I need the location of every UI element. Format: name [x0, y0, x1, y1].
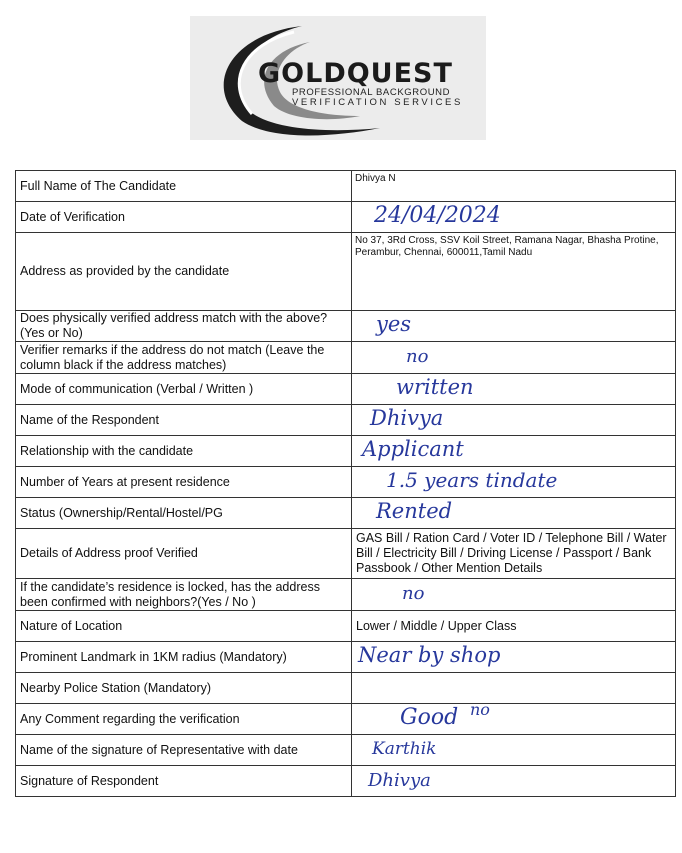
label-relationship: Relationship with the candidate — [16, 436, 352, 467]
brand-name: GOLDQUEST — [258, 58, 453, 89]
label-status: Status (Ownership/Rental/Hostel/PG — [16, 498, 352, 529]
value-landmark: Near by shop — [352, 642, 676, 673]
logo-tagline-2: VERIFICATION SERVICES — [292, 97, 463, 108]
form-row-police-station — [16, 673, 676, 704]
label-address-match: Does physically verified address match with the above? (Yes or No) — [16, 311, 352, 342]
form-row-relationship — [16, 436, 676, 467]
form-row-mode — [16, 374, 676, 405]
value-respondent: Dhivya — [352, 405, 676, 436]
form-row-date — [16, 202, 676, 233]
label-mode: Mode of communication (Verbal / Written ) — [16, 374, 352, 405]
value-date: 24/04/2024 — [352, 202, 676, 233]
form-row-landmark — [16, 642, 676, 673]
label-respondent: Name of the Respondent — [16, 405, 352, 436]
label-respondent-signature: Signature of Respondent — [16, 766, 352, 797]
company-logo — [190, 16, 486, 140]
value-comment: Good no — [352, 704, 676, 735]
value-address-proof: GAS Bill / Ration Card / Voter ID / Telephone Bill / Water Bill / Electricity Bill / Driving License / Passport / Bank Passbook / Other Mention Details — [352, 529, 676, 579]
form-row-location — [16, 611, 676, 642]
form-row-locked — [16, 579, 676, 611]
form-row-full-name — [16, 171, 676, 202]
value-locked: no — [352, 579, 676, 611]
form-row-comment — [16, 704, 676, 735]
value-representative: Karthik — [352, 735, 676, 766]
form-row-representative — [16, 735, 676, 766]
value-status: Rented — [352, 498, 676, 529]
value-location: Lower / Middle / Upper Class — [352, 611, 676, 642]
value-full-name: Dhivya N — [352, 171, 676, 202]
label-location: Nature of Location — [16, 611, 352, 642]
value-relationship: Applicant — [352, 436, 676, 467]
form-row-verifier-remarks — [16, 342, 676, 374]
label-full-name: Full Name of The Candidate — [16, 171, 352, 202]
form-row-address-match — [16, 311, 676, 342]
label-address-proof: Details of Address proof Verified — [16, 529, 352, 579]
form-row-address — [16, 233, 676, 311]
label-landmark: Prominent Landmark in 1KM radius (Mandatory) — [16, 642, 352, 673]
form-row-years — [16, 467, 676, 498]
form-row-respondent-signature — [16, 766, 676, 797]
label-years: Number of Years at present residence — [16, 467, 352, 498]
value-address-match: yes — [352, 311, 676, 342]
value-verifier-remarks: no — [352, 342, 676, 374]
form-row-address-proof — [16, 529, 676, 579]
label-representative: Name of the signature of Representative with date — [16, 735, 352, 766]
value-police-station — [352, 673, 676, 704]
logo-tagline-1: PROFESSIONAL BACKGROUND — [292, 87, 451, 98]
value-respondent-signature: Dhivya — [352, 766, 676, 797]
label-police-station: Nearby Police Station (Mandatory) — [16, 673, 352, 704]
form-row-status — [16, 498, 676, 529]
form-row-respondent — [16, 405, 676, 436]
label-comment: Any Comment regarding the verification — [16, 704, 352, 735]
label-date: Date of Verification — [16, 202, 352, 233]
label-verifier-remarks: Verifier remarks if the address do not match (Leave the column black if the address matches) — [16, 342, 352, 374]
verification-form — [15, 170, 676, 797]
label-address: Address as provided by the candidate — [16, 233, 352, 311]
value-mode: written — [352, 374, 676, 405]
value-years: 1.5 years tindate — [352, 467, 676, 498]
label-locked: If the candidate’s residence is locked, has the address been confirmed with neighbors?(Yes / No ) — [16, 579, 352, 611]
value-address: No 37, 3Rd Cross, SSV Koil Street, Ramana Nagar, Bhasha Protine, Perambur, Chennai, 600011,Tamil Nadu — [352, 233, 676, 311]
